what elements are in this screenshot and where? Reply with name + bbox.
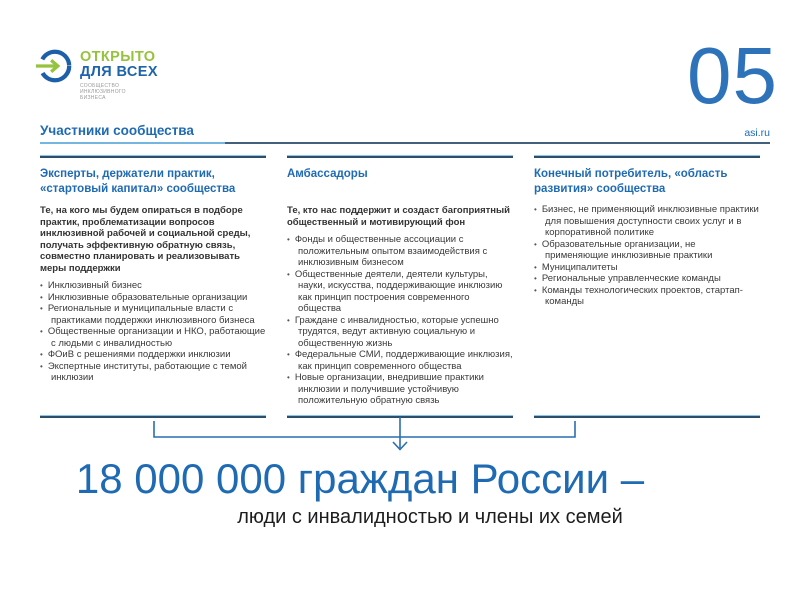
logo-title-line1: ОТКРЫТО — [80, 49, 156, 65]
column-heading: Амбассадоры — [287, 168, 368, 180]
column-bullets — [534, 204, 760, 308]
column-top-rule — [40, 155, 266, 158]
header-rule — [40, 142, 770, 144]
bullet-item: • Федеральные СМИ, поддерживающие инклюзия, как принцип современного общества — [287, 349, 513, 372]
bullet-item: • Региональные и муниципальные власти с практиками поддержки инклюзивного бизнеса — [40, 303, 266, 326]
column-intro: Те, на кого мы будем опираться в подборе практик, проблематизации вопросов инклюзивной рабочей и социальной среды, получать эффективную обратную связь, совместно планировать и реализовывать меры поддержки — [40, 205, 251, 274]
column-ambassadors — [287, 155, 513, 418]
column-top-rule — [287, 155, 513, 158]
column-intro: Те, кто нас поддержит и создаст багоприятный общественный и мотивирующий фон — [287, 205, 510, 228]
bullet-item: • Фонды и общественные ассоциации с положительным опытом взаимодействия с инклюзивным бизнесом — [287, 234, 513, 269]
summary-headline: 18 000 000 граждан России – — [75, 455, 645, 502]
bullet-item: • Новые организации, внедрившие практики инклюзии и получившие устойчивую положительную обратную связь — [287, 372, 513, 407]
page-title: Участники сообщества — [40, 123, 194, 138]
columns-container — [40, 155, 760, 418]
bullet-item: • Инклюзивные образовательные организации — [40, 292, 266, 304]
bullet-item: • Муниципалитеты — [534, 262, 760, 274]
bullet-item: • Экспертные институты, работающие с темой инклюзии — [40, 361, 266, 384]
bullet-item: • Граждане с инвалидностью, которые успешно трудятся, ведут активную социальную и общественную жизнь — [287, 315, 513, 350]
logo — [35, 47, 158, 101]
bullet-item: • Общественные организации и НКО, работающие с людьми с инвалидностью — [40, 326, 266, 349]
bullet-item: • Бизнес, не применяющий инклюзивные практики для повышения доступности своих услуг и в корпоративной политике — [534, 204, 760, 239]
column-experts — [40, 155, 266, 418]
column-top-rule — [534, 155, 760, 158]
bullet-item: • Инклюзивный бизнес — [40, 280, 266, 292]
bullet-item: • Образовательные организации, не применяющие инклюзивные практики — [534, 239, 760, 262]
arrow-circle-icon — [35, 47, 73, 85]
column-bullets — [40, 280, 266, 384]
column-heading: Конечный потребитель, «область развития» сообщества — [534, 168, 728, 195]
summary-subline: люди с инвалидностью и члены их семей — [237, 506, 623, 528]
page-number: 05 — [687, 31, 778, 120]
column-end-consumer — [534, 155, 760, 418]
bullet-item: • Общественные деятели, деятели культуры, науки, искусства, поддерживающие инклюзию как принцип построения современного общества — [287, 269, 513, 315]
column-bullets — [287, 234, 513, 407]
logo-subtitle: СООБЩЕСТВО ИНКЛЮЗИВНОГО БИЗНЕСА — [80, 83, 126, 101]
logo-title-line2: ДЛЯ ВСЕХ — [80, 64, 158, 80]
bullet-item: • Региональные управленческие команды — [534, 273, 760, 285]
column-heading: Эксперты, держатели практик, «стартовый капитал» сообщества — [40, 168, 236, 195]
bullet-item: • ФОиВ с решениями поддержки инклюзии — [40, 349, 266, 361]
logo-text — [80, 47, 158, 101]
site-link[interactable]: asi.ru — [744, 127, 770, 139]
bracket-arrow — [0, 414, 800, 459]
bullet-item: • Команды технологических проектов, стартап-команды — [534, 285, 760, 308]
